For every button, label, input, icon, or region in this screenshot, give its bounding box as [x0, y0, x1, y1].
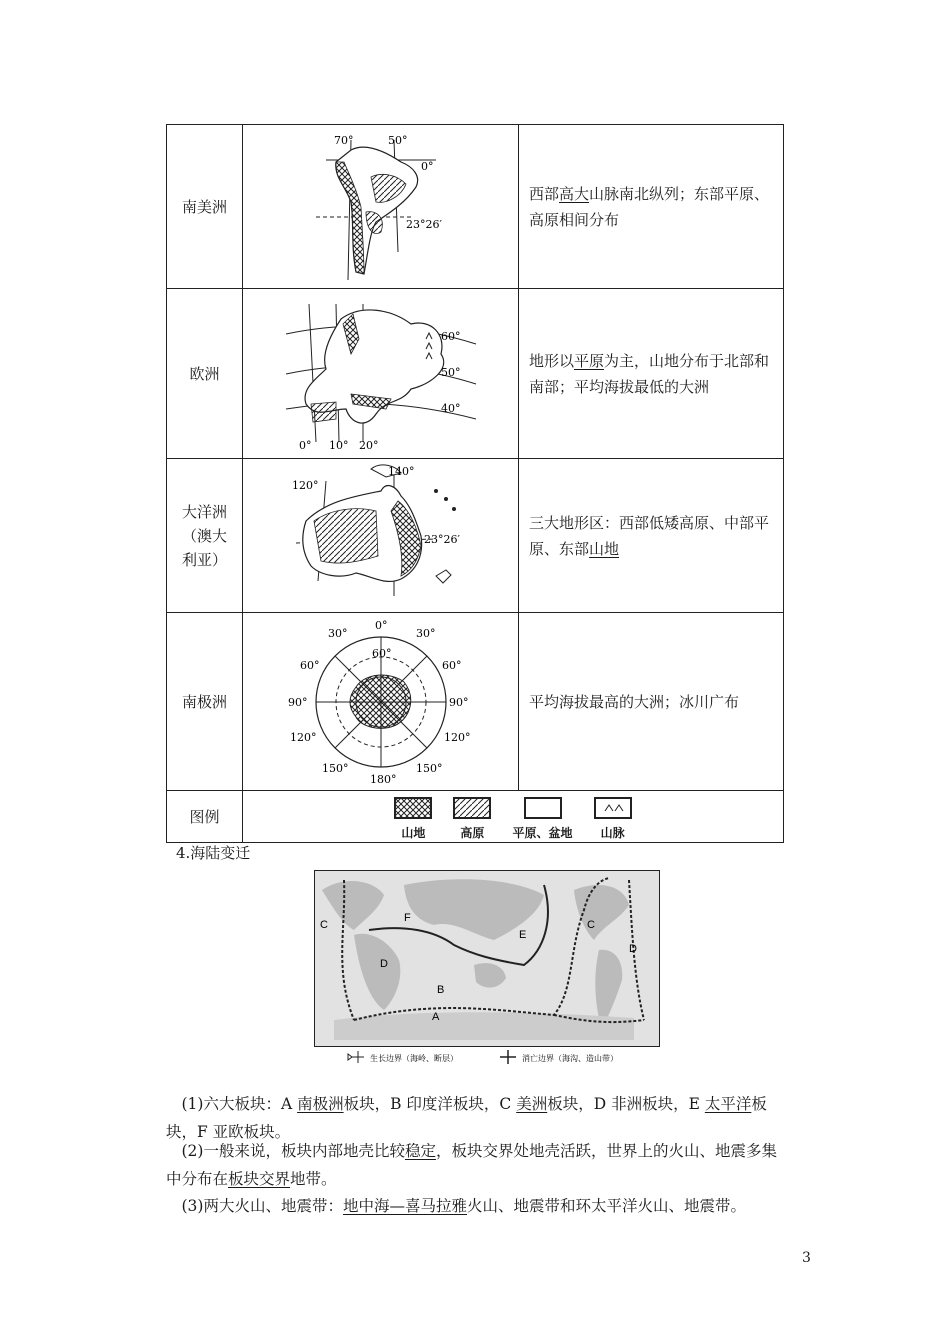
legend-item: [394, 797, 432, 841]
table-row: [167, 125, 784, 289]
page-number: 3: [802, 1250, 811, 1266]
map-label: 50°: [440, 365, 460, 379]
legend-label: 平原、盆地: [512, 825, 573, 840]
plate-letter: B: [437, 984, 445, 996]
europe-map: [243, 289, 519, 459]
map-label: 0°: [374, 618, 387, 632]
plate-letter: A: [432, 1011, 440, 1023]
map-label: 120°: [291, 478, 318, 492]
map-label: 23°26′: [405, 217, 442, 231]
paragraph-belts: [166, 1192, 786, 1220]
map-label: 23°26′: [423, 532, 460, 546]
map-label: 10°: [328, 438, 348, 452]
map-label: 90°: [287, 695, 307, 709]
desc-text: 三大地形区：西部低矮高原、中部平原、东部: [529, 513, 770, 558]
desc-keyword: 高大: [559, 184, 590, 203]
australia-map-image: [286, 461, 476, 611]
plate-letter: D: [380, 958, 388, 970]
terrain-description: [519, 125, 784, 289]
mountain-range-swatch-icon: [594, 797, 632, 819]
terrain-description: [519, 289, 784, 459]
map-label: 50°: [387, 133, 407, 147]
desc-keyword: 平原: [574, 351, 605, 370]
plate-letter: C: [320, 919, 328, 931]
para-text: 板块，D 非洲板块，E: [547, 1095, 705, 1113]
legend-label: 消亡边界（海沟、造山带）: [522, 1054, 618, 1063]
map-label: 150°: [321, 761, 348, 775]
legend-item: [453, 797, 491, 841]
desc-text: 山脉南北纵列；东部平原、高原相间分布: [529, 184, 770, 229]
plate-letter: C: [587, 919, 595, 931]
para-text: ，板块交界处地壳活跃，世界上的火山、地震多集中分布在: [166, 1142, 777, 1188]
map-label: 120°: [289, 730, 316, 744]
legend-label: 山脉: [600, 825, 625, 840]
legend-item: [594, 797, 632, 841]
paragraph-crust: [166, 1137, 786, 1193]
blank-swatch-icon: [524, 797, 562, 819]
name-line: （澳大: [181, 526, 227, 545]
para-keyword: 稳定: [404, 1142, 436, 1160]
australia-map: [243, 459, 519, 613]
table-row: [167, 613, 784, 791]
crosshatch-swatch-icon: [394, 797, 432, 819]
plate-letter: E: [519, 929, 527, 941]
south-america-map-image: [306, 132, 456, 282]
map-label: 60°: [440, 329, 460, 343]
map-label: 0°: [420, 159, 433, 173]
map-label: 60°: [299, 658, 319, 672]
section-title: 4.海陆变迁: [176, 844, 251, 862]
diagonal-swatch-icon: [453, 797, 491, 819]
world-plates-map: [314, 870, 660, 1082]
desc-text: 地形以: [529, 351, 575, 370]
table-row: [167, 289, 784, 459]
para-text: (3)两大火山、地震带：: [181, 1197, 343, 1215]
legend-label: 生长边界（海岭、断层）: [370, 1054, 458, 1063]
legend-label: 山地: [401, 825, 426, 840]
para-text: 火山、地震带和环太平洋火山、地震带。: [466, 1197, 746, 1215]
antarctica-map-image: [286, 617, 476, 787]
desc-text: 为主，山地分布于北部和南部；平均海拔最低的大洲: [529, 351, 770, 396]
plate-letter: D: [629, 943, 637, 955]
continent-terrain-table: [166, 124, 784, 843]
legend-row-label: 图例: [167, 791, 243, 843]
map-label: 60°: [371, 646, 391, 660]
para-keyword: 太平洋: [704, 1095, 752, 1113]
name-line: 利亚）: [181, 550, 227, 569]
para-keyword: 地中海—喜马拉雅: [342, 1197, 467, 1215]
para-text: 地带。: [290, 1170, 337, 1188]
legend: [243, 791, 784, 843]
map-label: 120°: [443, 730, 470, 744]
map-label: 30°: [327, 626, 347, 640]
para-text: (2)一般来说，板块内部地壳比较: [181, 1142, 405, 1160]
name-line: 大洋洲: [181, 502, 227, 521]
continent-name: 南美洲: [167, 125, 243, 289]
map-label: 90°: [448, 695, 468, 709]
para-keyword: 南极洲: [297, 1095, 344, 1113]
subduction-boundary-legend: [500, 1050, 618, 1064]
map-label: 60°: [441, 658, 461, 672]
map-label: 30°: [415, 626, 435, 640]
south-america-map: [243, 125, 519, 289]
growth-boundary-legend: [348, 1051, 458, 1063]
terrain-description: 平均海拔最高的大洲；冰川广布: [519, 613, 784, 791]
desc-keyword: 山地: [589, 539, 620, 558]
para-text: (1)六大板块：A: [181, 1095, 298, 1113]
continent-name: 南极洲: [167, 613, 243, 791]
map-label: 180°: [369, 772, 396, 786]
para-keyword: 美洲: [516, 1095, 548, 1113]
map-label: 20°: [358, 438, 378, 452]
terrain-description: [519, 459, 784, 613]
plate-letter: F: [404, 912, 411, 924]
desc-text: 西部: [529, 184, 560, 203]
map-label: 140°: [387, 464, 414, 478]
para-text: 板块，B 印度洋板块，C: [343, 1095, 517, 1113]
para-keyword: 板块交界: [228, 1170, 291, 1188]
legend-item: [513, 797, 573, 841]
map-label: 70°: [333, 133, 353, 147]
map-label: 0°: [298, 438, 311, 452]
legend-label: 高原: [460, 825, 485, 840]
europe-map-image: [281, 294, 481, 454]
table-row: [167, 459, 784, 613]
map-label: 150°: [415, 761, 442, 775]
antarctica-map: [243, 613, 519, 791]
continent-name: [167, 459, 243, 613]
map-label: 40°: [440, 401, 460, 415]
para-text: 板块，F 亚欧板块。: [166, 1095, 767, 1141]
legend-row: [167, 791, 784, 843]
continent-name: 欧洲: [167, 289, 243, 459]
